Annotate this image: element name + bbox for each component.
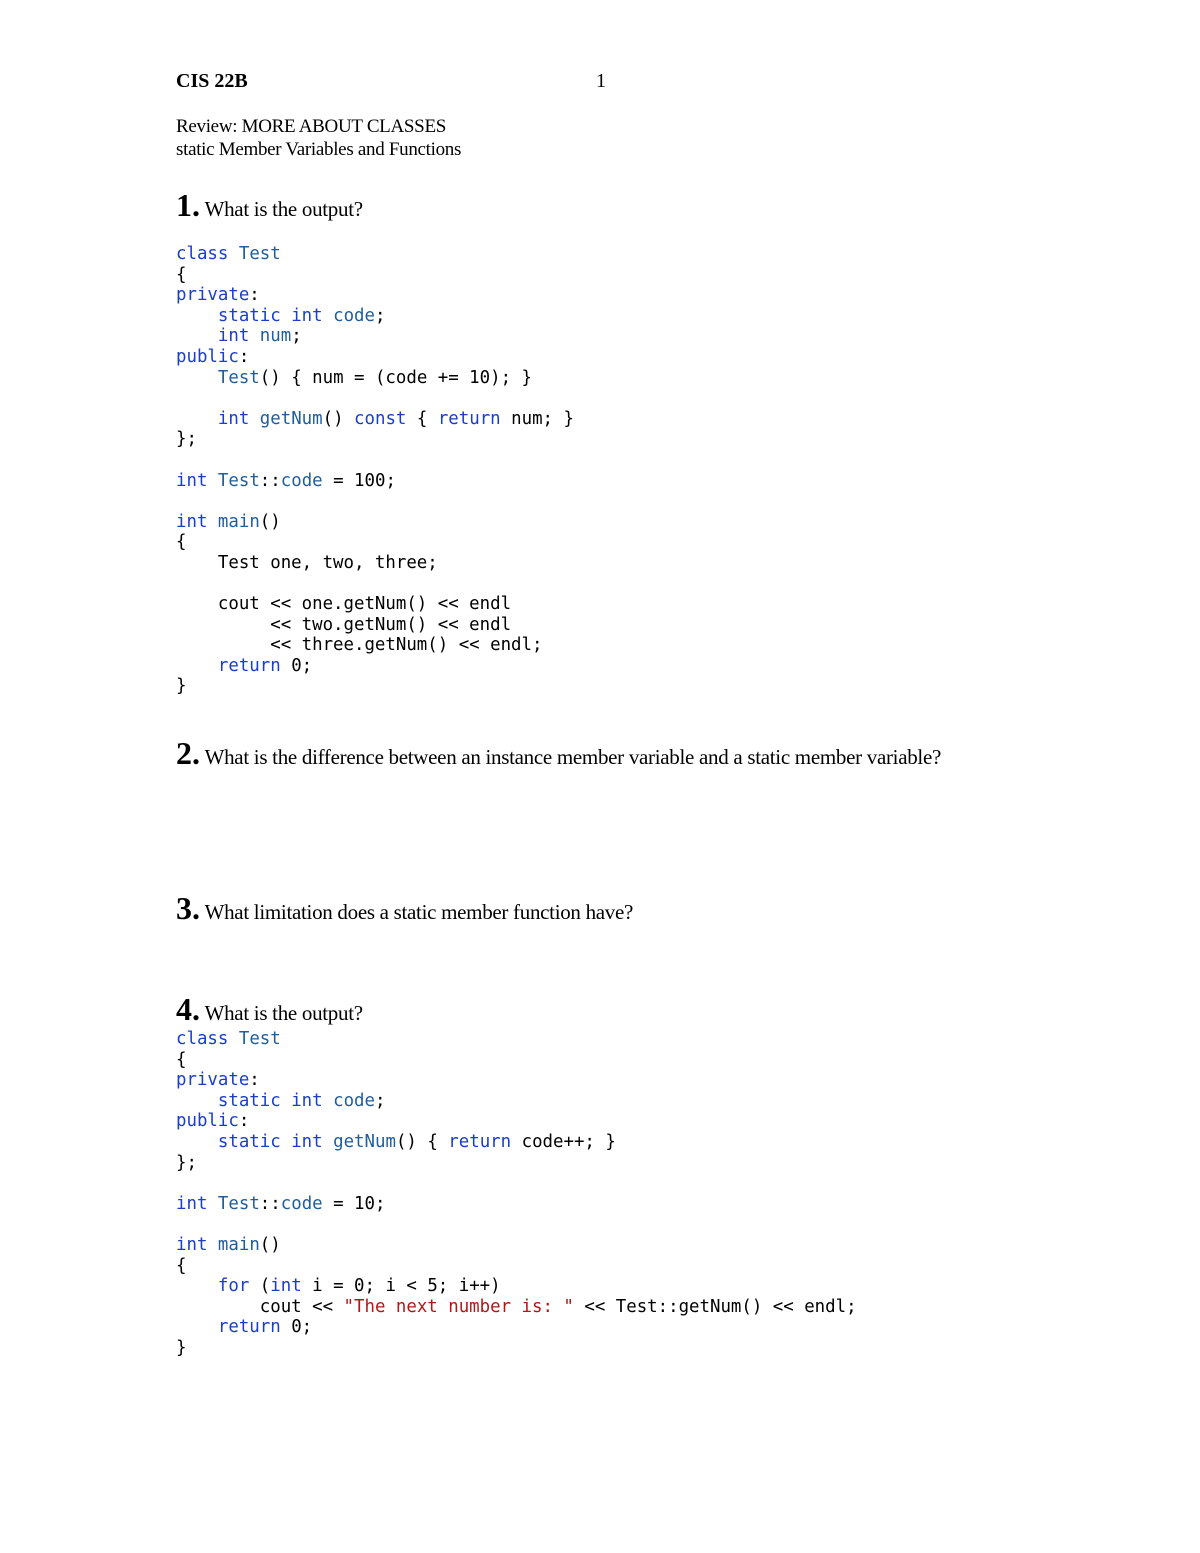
code-line: { <box>176 264 187 285</box>
code-block-1 <box>176 244 574 697</box>
code-line: int main() <box>176 511 281 532</box>
code-line: class Test <box>176 244 281 264</box>
review-subtitle: static Member Variables and Functions <box>176 139 462 160</box>
code-block-4 <box>176 1029 857 1359</box>
question-text: What is the output? <box>204 1001 363 1025</box>
code-line: for (int i = 0; i < 5; i++) <box>217 1276 501 1297</box>
question-4 <box>176 992 996 1030</box>
question-text: What is the output? <box>204 197 363 221</box>
code-line: << two.getNum() << endl <box>270 614 512 635</box>
code-line: cout << one.getNum() << endl <box>217 594 512 615</box>
code-line: cout << "The next number is: " << Test::getNum() << endl; <box>176 1296 857 1317</box>
code-line: int Test::code = 10; <box>176 1193 386 1214</box>
code-line: static int code; <box>217 305 386 326</box>
code-line: Test one, two, three; <box>217 552 438 573</box>
code-line: static int getNum() { return code++; } <box>217 1131 616 1152</box>
code-line: { <box>176 1255 187 1276</box>
code-line: int Test::code = 100; <box>176 470 396 491</box>
question-number: 4. <box>176 991 200 1027</box>
code-line: Test() { num = (code += 10); } <box>217 367 533 388</box>
code-line: class Test <box>176 1029 281 1049</box>
question-number: 2. <box>176 735 200 771</box>
code-line: }; <box>176 1152 197 1173</box>
code-line: } <box>176 676 187 697</box>
code-line: return 0; <box>217 1317 313 1338</box>
code-line: { <box>176 532 187 553</box>
page-number: 1 <box>596 70 606 92</box>
code-line: return 0; <box>217 655 313 676</box>
question-text: What is the difference between an instance member variable and a static member variable? <box>204 745 942 769</box>
question-number: 3. <box>176 890 200 926</box>
code-line: private: <box>176 1070 260 1091</box>
review-title: Review: MORE ABOUT CLASSES <box>176 116 447 137</box>
question-2 <box>176 736 996 774</box>
code-line: }; <box>176 429 197 450</box>
code-line: << three.getNum() << endl; <box>270 635 543 656</box>
code-line: { <box>176 1049 187 1070</box>
code-line: int getNum() const { return num; } <box>217 408 574 429</box>
code-line: int main() <box>176 1234 281 1255</box>
code-line: private: <box>176 285 260 306</box>
question-3 <box>176 891 996 929</box>
question-number: 1. <box>176 187 200 223</box>
code-line: public: <box>176 346 250 367</box>
course-title: CIS 22B <box>176 70 248 92</box>
code-line: static int code; <box>217 1090 386 1111</box>
question-text: What limitation does a static member function have? <box>204 900 634 924</box>
question-1 <box>176 188 996 226</box>
code-line: int num; <box>217 326 302 347</box>
code-line: } <box>176 1337 187 1358</box>
code-line: public: <box>176 1111 250 1132</box>
